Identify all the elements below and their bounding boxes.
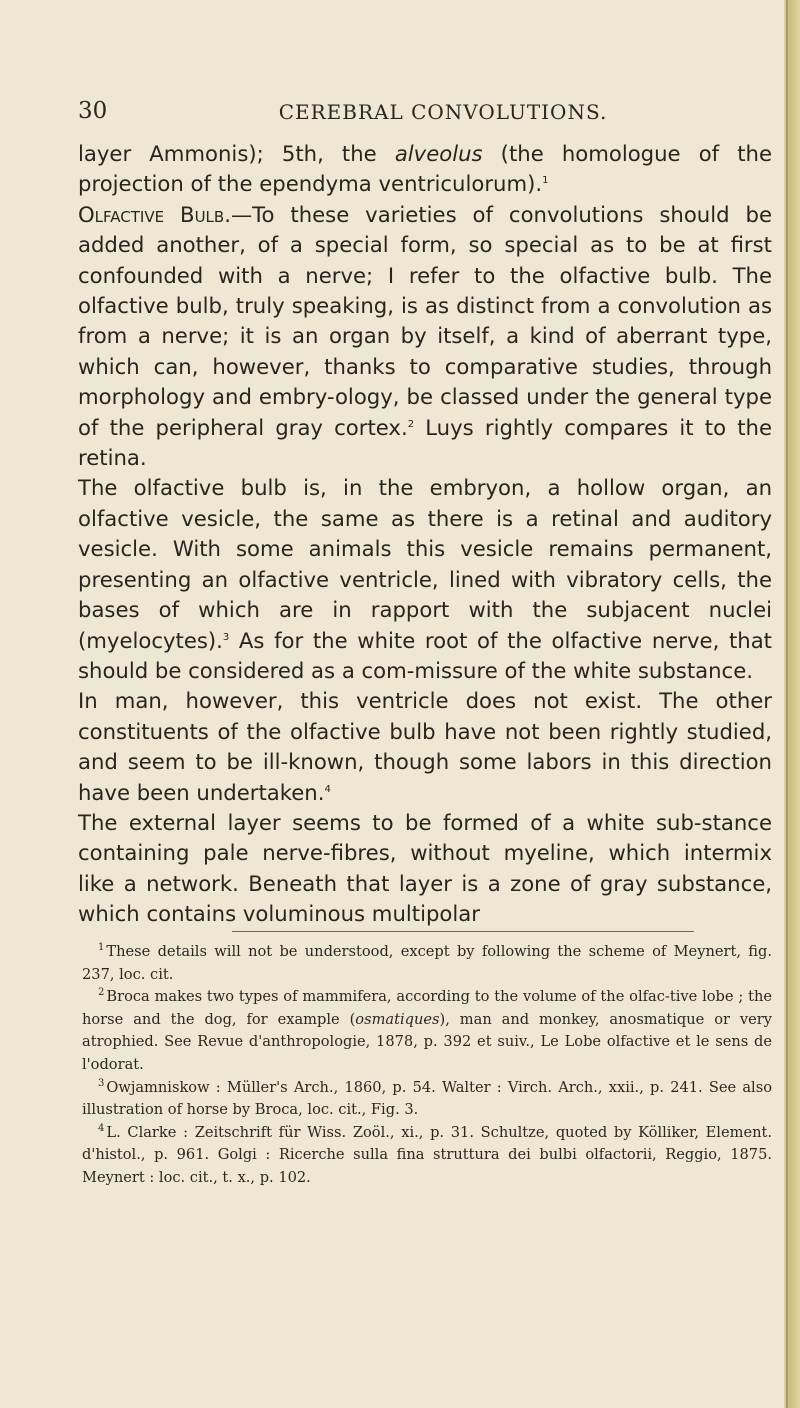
paragraph-4: In man, however, this ventricle does not exist. The other constituents of the olfactive bulb have not been rightly studied, and seem to be ill-known, though some labors in this direction have been undertaken.$^4$ (78, 688, 772, 805)
footnote-ref-1: 1 (542, 175, 549, 187)
footnote-4: $^4$ L. Clarke : Zeitschrift für Wiss. Zoöl., xi., p. 31. Schultze, quoted by Kölliker, Element. d'histol., p. 961. Golgi : Ricerche sulla fina struttura dei bulbi olfactorii, Reggio, 1875. Meynert : loc. cit., t. x., p. 102. (82, 1122, 772, 1186)
footnote-3: $^3$ Owjamniskow : Müller's Arch., 1860, p. 54. Walter : Virch. Arch., xxii., p. 241. See also illustration of horse by Broca, loc. cit., Fig. 3. (82, 1077, 772, 1119)
footnote-1: $^1$ These details will not be understood, except by following the scheme of Meynert, fig. 237, loc. cit. (82, 942, 772, 983)
footnotes (82, 941, 772, 1190)
paragraph-5: The external layer seems to be formed of a white sub-stance containing pale nerve-fibres, without myeline, which intermix like a network. Beneath that layer is a zone of gray substance, which contains voluminous multipolar (78, 809, 772, 927)
italic-term: alveolus (394, 141, 483, 166)
page-number: 30 (78, 98, 108, 124)
footnote-ref-4: 4 (324, 783, 331, 795)
book-page-edge (784, 0, 800, 1408)
footnote-ref-2: 2 (407, 418, 415, 430)
footnote-2: $^2$ Broca makes two types of mammifera, according to the volume of the olfac-tive lobe ; the horse and the dog, for example (osmatiques), man and monkey, anosmatique or very atrophied. See Revue d'anthropologie, 1878, p. 392 et suiv., Le Lobe olfactive et le sens de l'odorat. (82, 987, 773, 1073)
footnote-divider (232, 931, 694, 932)
footnote-ref-3: 3 (222, 631, 230, 643)
body-text (78, 139, 772, 930)
section-heading: Olfactive Bulb. (78, 201, 231, 227)
paragraph-3: The olfactive bulb is, in the embryon, a hollow organ, an olfactive vesicle, the same as there is a retinal and auditory vesicle. With some animals this vesicle remains permanent, presenting an olfactive ventricle, lined with vibratory cells, the bases of which are in rapport with the subjacent nuclei (myelocytes).$^3$ As for the white root of the olfactive nerve, that should be considered as a com-missure of the white substance. (78, 475, 772, 683)
running-head: CEREBRAL CONVOLUTIONS. (278, 100, 608, 124)
page-header (78, 98, 768, 134)
paragraph-2: Olfactive Bulb.—To these varieties of convolutions should be added another, of a special form, so special as to be at first confounded with a nerve; I refer to the olfactive bulb. The olfactive bulb, truly speaking, is as distinct from a convolution as from a nerve; it is an organ by itself, a kind of aberrant type, which can, however, thanks to comparative studies, through morphology and embry-ology, be classed under the general type of the peripheral gray cortex.$^2$ Luys rightly compares it to the retina. (78, 201, 772, 471)
paragraph-1: layer Ammonis); 5th, the alveolus (the homologue of the projection of the ependyma ventriculorum).$^1$ (78, 141, 772, 197)
